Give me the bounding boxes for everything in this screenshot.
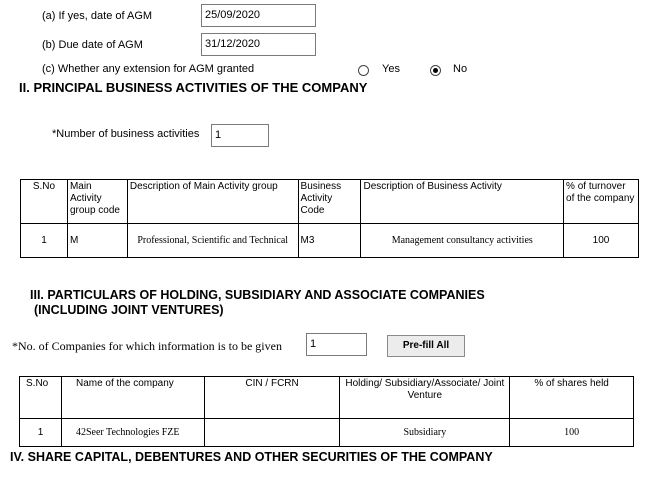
cell-shares[interactable]: 100	[510, 419, 634, 447]
header-turnover: % of turnover of the company	[564, 180, 639, 224]
header-holding: Holding/ Subsidiary/Associate/ Joint Venture	[340, 377, 510, 419]
business-activities-count-label: *Number of business activities	[52, 128, 200, 140]
header-company-name: Name of the company	[61, 377, 204, 419]
companies-count-label: *No. of Companies for which information is to be given	[12, 339, 282, 353]
agm-date-label: (a) If yes, date of AGM	[42, 10, 153, 22]
section-4-title: IV. SHARE CAPITAL, DEBENTURES AND OTHER SECURITIES OF THE COMPANY	[10, 450, 493, 464]
agm-date-field[interactable]: 25/09/2020	[201, 4, 316, 27]
header-desc-group: Description of Main Activity group	[127, 180, 298, 224]
header-business-code: Business Activity Code	[298, 180, 361, 224]
cell-sno: 1	[20, 419, 62, 447]
header-main-group: Main Activity group code	[67, 180, 127, 224]
radio-no-label: No	[453, 63, 468, 75]
header-sno: S.No	[20, 377, 62, 419]
agm-extension-label: (c) Whether any extension for AGM granted	[42, 63, 255, 75]
table-header-row	[21, 180, 639, 224]
radio-yes[interactable]	[358, 65, 369, 76]
cell-main-group[interactable]: M	[67, 224, 127, 258]
cell-desc-business[interactable]: Management consultancy activities	[361, 224, 564, 258]
table-row	[20, 419, 634, 447]
radio-no[interactable]	[430, 65, 441, 76]
radio-yes-label: Yes	[382, 63, 400, 75]
business-activities-count-field[interactable]: 1	[211, 124, 269, 147]
agm-due-label: (b) Due date of AGM	[42, 39, 143, 51]
business-activities-table	[20, 179, 639, 258]
header-shares: % of shares held	[510, 377, 634, 419]
cell-sno: 1	[21, 224, 68, 258]
companies-table	[19, 376, 634, 447]
section-3-title-line1: III. PARTICULARS OF HOLDING, SUBSIDIARY AND ASSOCIATE COMPANIES	[30, 288, 485, 302]
companies-count-field[interactable]: 1	[306, 333, 367, 356]
prefill-all-button[interactable]: Pre-fill All	[387, 335, 465, 357]
header-cin: CIN / FCRN	[204, 377, 340, 419]
cell-company-name[interactable]: 42Seer Technologies FZE	[61, 419, 204, 447]
header-desc-business: Description of Business Activity	[361, 180, 564, 224]
cell-business-code[interactable]: M3	[298, 224, 361, 258]
table-row	[21, 224, 639, 258]
cell-holding[interactable]: Subsidiary	[340, 419, 510, 447]
header-sno: S.No	[21, 180, 68, 224]
cell-turnover[interactable]: 100	[564, 224, 639, 258]
cell-cin[interactable]	[204, 419, 340, 447]
section-3-title-line2: (INCLUDING JOINT VENTURES)	[34, 303, 224, 317]
cell-desc-group[interactable]: Professional, Scientific and Technical	[127, 224, 298, 258]
section-2-title: II. PRINCIPAL BUSINESS ACTIVITIES OF THE COMPANY	[19, 80, 368, 95]
table-header-row	[20, 377, 634, 419]
agm-due-field[interactable]: 31/12/2020	[201, 33, 316, 56]
